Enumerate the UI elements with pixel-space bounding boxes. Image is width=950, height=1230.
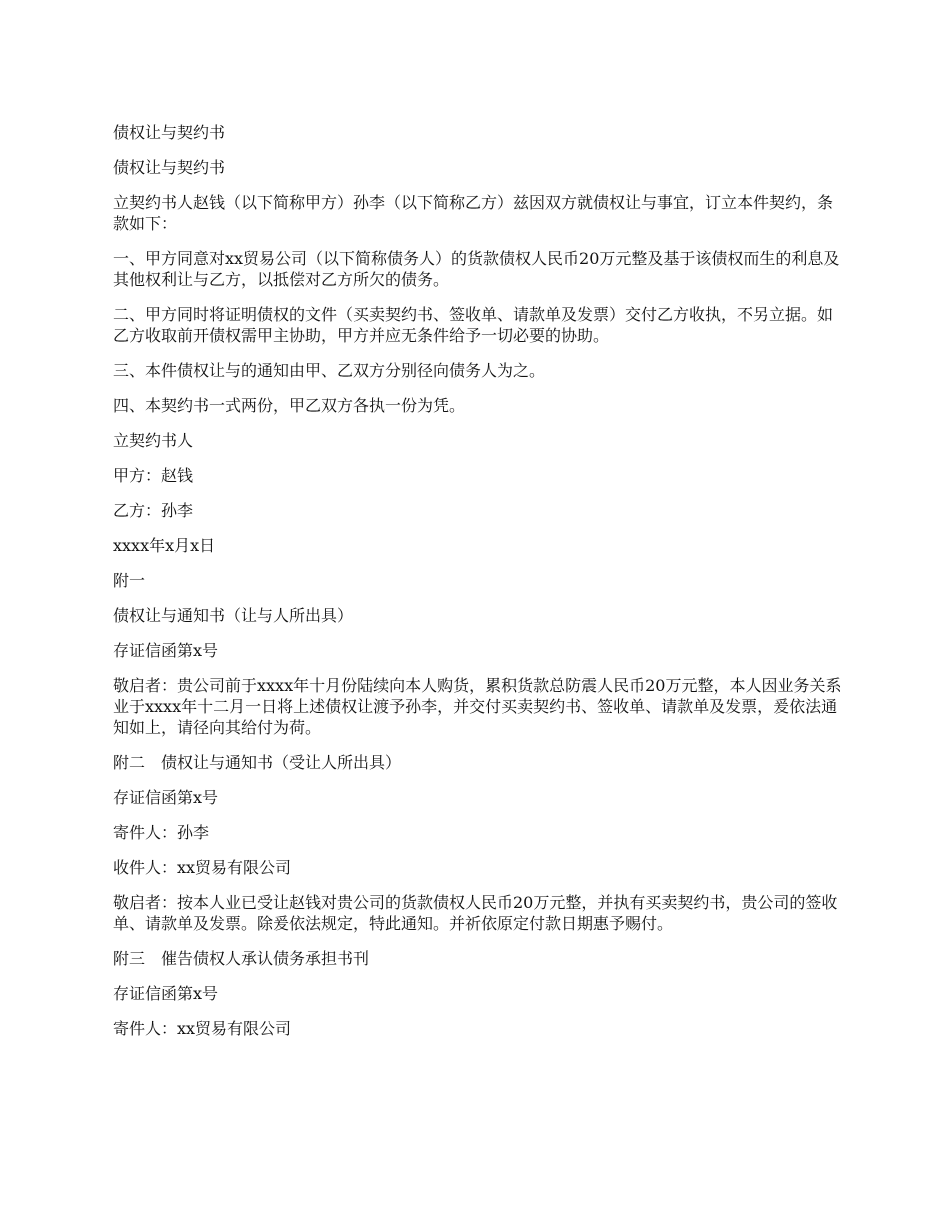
appendix-1-body: 敬启者：贵公司前于xxxx年十月份陆续向本人购货，累积货款总防震人民币20万元整，本人因业务关系业于xxxx年十二月一日将上述债权让渡予孙李，并交付买卖契约书、签收单、请款单及发票，爰依法通知如上，请径向其给付为荷。 bbox=[113, 676, 842, 737]
contract-intro: 立契约书人赵钱（以下简称甲方）孙李（以下简称乙方）兹因双方就债权让与事宜，订立本件契约，条款如下： bbox=[113, 193, 834, 233]
appendix-1-title: 债权让与通知书（让与人所出具） bbox=[113, 606, 354, 625]
document-heading: 债权让与契约书 bbox=[113, 158, 226, 177]
appendix-2-sender: 寄件人：孙李 bbox=[113, 823, 210, 842]
appendix-1-letter-number: 存证信函第x号 bbox=[113, 641, 219, 660]
appendix-3-letter-number: 存证信函第x号 bbox=[113, 984, 219, 1003]
contract-date: xxxx年x月x日 bbox=[113, 536, 216, 555]
clause-4: 四、本契约书一式两份，甲乙双方各执一份为凭。 bbox=[113, 396, 466, 415]
signatories-label: 立契约书人 bbox=[113, 431, 194, 450]
clause-1: 一、甲方同意对xx贸易公司（以下简称债务人）的货款债权人民币20万元整及基于该债权而生的利息及其他权利让与乙方，以抵偿对乙方所欠的债务。 bbox=[113, 249, 840, 289]
party-b: 乙方：孙李 bbox=[113, 501, 194, 520]
appendix-2-body: 敬启者：按本人业已受让赵钱对贵公司的货款债权人民币20万元整，并执有买卖契约书，贵公司的签收单、请款单及发票。除爰依法规定，特此通知。并祈依原定付款日期惠予赐付。 bbox=[113, 893, 838, 933]
appendix-3-title: 附三 催告债权人承认债务承担书刊 bbox=[113, 949, 370, 968]
party-a: 甲方：赵钱 bbox=[113, 466, 194, 485]
appendix-2-recipient: 收件人：xx贸易有限公司 bbox=[113, 858, 292, 877]
document-title: 债权让与契约书 bbox=[113, 123, 226, 142]
appendix-3-sender: 寄件人：xx贸易有限公司 bbox=[113, 1019, 292, 1038]
clause-3: 三、本件债权让与的通知由甲、乙双方分别径向债务人为之。 bbox=[113, 361, 546, 380]
document-page bbox=[113, 122, 843, 1053]
appendix-2-title: 附二 债权让与通知书（受让人所出具） bbox=[113, 753, 402, 772]
appendix-1-label: 附一 bbox=[113, 571, 146, 590]
clause-2: 二、甲方同时将证明债权的文件（买卖契约书、签收单、请款单及发票）交付乙方收执，不另立据。如乙方收取前开债权需甲主协助，甲方并应无条件给予一切必要的协助。 bbox=[113, 305, 834, 345]
appendix-2-letter-number: 存证信函第x号 bbox=[113, 788, 219, 807]
